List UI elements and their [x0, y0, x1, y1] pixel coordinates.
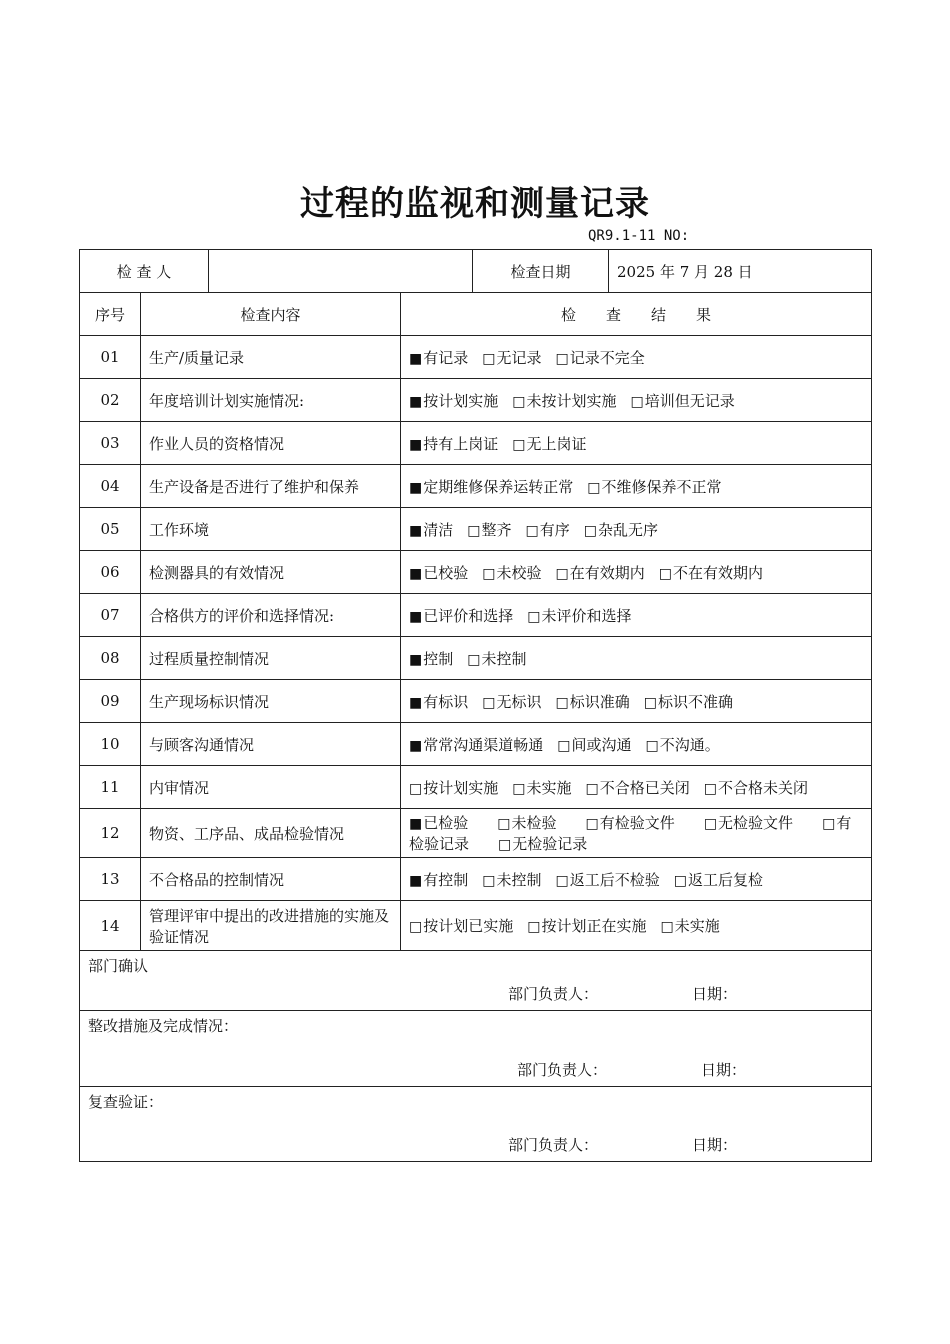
- row-result: [401, 766, 872, 809]
- result-option[interactable]: [409, 869, 468, 890]
- result-option[interactable]: [586, 814, 675, 832]
- unchecked-box-icon[interactable]: □: [557, 737, 571, 754]
- option-label: 常常沟通渠道畅通: [423, 735, 544, 754]
- unchecked-box-icon[interactable]: □: [555, 350, 569, 367]
- result-option[interactable]: [526, 519, 570, 540]
- row-result: [401, 422, 872, 465]
- inspection-form: [79, 249, 872, 1162]
- option-label: 未评价和选择: [541, 606, 632, 625]
- result-option[interactable]: [674, 869, 763, 890]
- result-option[interactable]: [512, 390, 616, 411]
- row-content: 内审情况: [141, 766, 401, 809]
- checked-box-icon[interactable]: ■: [409, 651, 423, 668]
- option-label: 培训但无记录: [644, 391, 735, 410]
- result-option[interactable]: [409, 734, 543, 755]
- unchecked-box-icon[interactable]: □: [512, 780, 526, 797]
- result-option[interactable]: [409, 814, 468, 832]
- col-header-content: 检查内容: [141, 293, 401, 336]
- table-row: [80, 858, 872, 901]
- result-option[interactable]: [512, 433, 586, 454]
- row-content: 作业人员的资格情况: [141, 422, 401, 465]
- option-label: 记录不完全: [569, 348, 645, 367]
- row-result: [401, 594, 872, 637]
- document-title: 过程的监视和测量记录: [300, 184, 650, 224]
- row-content: 合格供方的评价和选择情况:: [141, 594, 401, 637]
- option-label: 已评价和选择: [423, 606, 514, 625]
- result-option[interactable]: [409, 605, 513, 626]
- row-content: 物资、工序品、成品检验情况: [141, 809, 401, 858]
- checked-box-icon[interactable]: ■: [409, 436, 423, 453]
- table-row: [80, 766, 872, 809]
- row-number: 03: [80, 422, 141, 465]
- unchecked-box-icon[interactable]: □: [409, 780, 423, 797]
- option-label: 不合格未关闭: [718, 778, 809, 797]
- table-row: [80, 551, 872, 594]
- result-option[interactable]: [409, 777, 498, 798]
- option-label: 有检验文件: [599, 814, 675, 832]
- row-content: 检测器具的有效情况: [141, 551, 401, 594]
- option-label: 无上岗证: [526, 434, 587, 453]
- unchecked-box-icon[interactable]: □: [498, 837, 512, 853]
- option-label: 有标识: [423, 692, 469, 711]
- row-content: 过程质量控制情况: [141, 637, 401, 680]
- option-label: 不在有效期内: [673, 563, 764, 582]
- row-result: [401, 680, 872, 723]
- unchecked-box-icon[interactable]: □: [643, 694, 657, 711]
- option-label: 有记录: [423, 348, 469, 367]
- row-number: 13: [80, 858, 141, 901]
- unchecked-box-icon[interactable]: □: [555, 565, 569, 582]
- unchecked-box-icon[interactable]: □: [583, 522, 597, 539]
- option-label: 整齐: [481, 520, 512, 539]
- table-row: [80, 637, 872, 680]
- option-label: 间或沟通: [571, 735, 632, 754]
- option-label: 不维修保养不正常: [601, 477, 722, 496]
- row-number: 10: [80, 723, 141, 766]
- dept-confirm-label: 部门确认: [88, 957, 149, 975]
- inspector-field[interactable]: [209, 250, 473, 293]
- col-header-result: 检 查 结 果: [401, 293, 872, 336]
- table-row: [80, 422, 872, 465]
- option-label: 有序: [539, 520, 570, 539]
- unchecked-box-icon[interactable]: □: [630, 393, 644, 410]
- table-row: [80, 465, 872, 508]
- option-label: 无标识: [496, 692, 542, 711]
- rectification-label: 整改措施及完成情况：: [88, 1017, 239, 1035]
- result-option[interactable]: [409, 648, 453, 669]
- result-option[interactable]: [409, 390, 498, 411]
- date-label: 检查日期: [473, 250, 609, 293]
- row-content: 生产现场标识情况: [141, 680, 401, 723]
- row-number: 04: [80, 465, 141, 508]
- result-option[interactable]: [704, 814, 793, 832]
- option-label: 标识准确: [569, 692, 630, 711]
- unchecked-box-icon[interactable]: □: [703, 816, 718, 832]
- result-option[interactable]: [587, 476, 721, 497]
- option-label: 未检验: [511, 814, 557, 832]
- option-label: 按计划实施: [423, 778, 499, 797]
- unchecked-box-icon[interactable]: □: [482, 350, 496, 367]
- result-option[interactable]: [646, 734, 720, 755]
- option-label: 定期维修保养运转正常: [423, 477, 574, 496]
- review-cell[interactable]: [80, 1087, 872, 1162]
- header-row: [80, 250, 872, 293]
- unchecked-box-icon[interactable]: □: [482, 872, 496, 889]
- row-number: 09: [80, 680, 141, 723]
- unchecked-box-icon[interactable]: □: [645, 737, 659, 754]
- dept-confirm-row: [80, 951, 872, 1011]
- table-row: [80, 680, 872, 723]
- rectification-date-label: 日期：: [701, 1061, 747, 1079]
- option-label: 未控制: [496, 870, 542, 889]
- row-content: 管理评审中提出的改进措施的实施及验证情况: [141, 901, 401, 951]
- checked-box-icon[interactable]: ■: [409, 565, 423, 582]
- unchecked-box-icon[interactable]: □: [409, 919, 423, 935]
- unchecked-box-icon[interactable]: □: [482, 694, 496, 711]
- result-option[interactable]: [556, 691, 630, 712]
- option-label: 无检验文件: [718, 814, 794, 832]
- result-option[interactable]: [482, 347, 541, 368]
- result-option[interactable]: [512, 777, 571, 798]
- option-label: 返工后复检: [688, 870, 764, 889]
- checked-box-icon[interactable]: ■: [409, 872, 423, 889]
- unchecked-box-icon[interactable]: □: [467, 651, 481, 668]
- unchecked-box-icon[interactable]: □: [585, 780, 599, 797]
- row-number: 08: [80, 637, 141, 680]
- review-row: [80, 1087, 872, 1162]
- option-label: 不合格已关闭: [599, 778, 690, 797]
- option-label: 清洁: [423, 520, 454, 539]
- result-option[interactable]: [409, 915, 513, 936]
- checked-box-icon[interactable]: ■: [409, 393, 423, 410]
- row-content: 不合格品的控制情况: [141, 858, 401, 901]
- row-number: 02: [80, 379, 141, 422]
- column-header-row: [80, 293, 872, 336]
- result-option[interactable]: [482, 691, 541, 712]
- row-number: 06: [80, 551, 141, 594]
- result-option[interactable]: [409, 519, 453, 540]
- unchecked-box-icon[interactable]: □: [555, 694, 569, 711]
- rectification-row: [80, 1011, 872, 1087]
- table-row: [80, 809, 872, 858]
- row-content: 生产设备是否进行了维护和保养: [141, 465, 401, 508]
- option-label: 按计划已实施: [423, 917, 514, 935]
- row-result: [401, 379, 872, 422]
- unchecked-box-icon[interactable]: □: [482, 565, 496, 582]
- unchecked-box-icon[interactable]: □: [703, 780, 717, 797]
- result-option[interactable]: [704, 777, 808, 798]
- row-result: [401, 551, 872, 594]
- result-option[interactable]: [556, 869, 660, 890]
- row-result: [401, 723, 872, 766]
- unchecked-box-icon[interactable]: □: [673, 872, 687, 889]
- option-label: 有控制: [423, 870, 469, 889]
- option-label: 未实施: [526, 778, 572, 797]
- dept-date-label: 日期：: [692, 985, 738, 1003]
- result-option[interactable]: [557, 734, 631, 755]
- option-label: 无检验记录: [512, 835, 588, 853]
- result-option[interactable]: [467, 519, 511, 540]
- checked-box-icon[interactable]: ■: [409, 479, 423, 496]
- review-label: 复查验证：: [88, 1093, 164, 1111]
- option-label: 已校验: [423, 563, 469, 582]
- option-label: 无记录: [496, 348, 542, 367]
- table-row: [80, 336, 872, 379]
- checked-box-icon[interactable]: ■: [409, 350, 423, 367]
- unchecked-box-icon[interactable]: □: [822, 816, 836, 832]
- result-option[interactable]: [409, 562, 468, 583]
- option-label: 标识不准确: [658, 692, 734, 711]
- row-number: 05: [80, 508, 141, 551]
- unchecked-box-icon[interactable]: □: [660, 919, 674, 935]
- dept-confirm-cell[interactable]: [80, 951, 872, 1011]
- option-label: 未控制: [481, 649, 527, 668]
- row-content: 与顾客沟通情况: [141, 723, 401, 766]
- col-header-no: 序号: [80, 293, 141, 336]
- option-label: 持有上岗证: [423, 434, 499, 453]
- option-label: 不沟通。: [659, 735, 720, 754]
- row-number: 12: [80, 809, 141, 858]
- row-result: [401, 508, 872, 551]
- result-option[interactable]: [498, 835, 587, 853]
- document-number: QR9.1-11 NO:: [588, 228, 690, 244]
- row-number: 14: [80, 901, 141, 951]
- row-number: 11: [80, 766, 141, 809]
- result-option[interactable]: [659, 562, 763, 583]
- option-label: 返工后不检验: [569, 870, 660, 889]
- row-content: 工作环境: [141, 508, 401, 551]
- result-option[interactable]: [586, 777, 690, 798]
- option-label: 控制: [423, 649, 454, 668]
- unchecked-box-icon[interactable]: □: [527, 919, 541, 935]
- rectification-cell[interactable]: [80, 1011, 872, 1087]
- result-option[interactable]: [584, 519, 658, 540]
- result-option[interactable]: [644, 691, 733, 712]
- inspector-label: 检 查 人: [80, 250, 209, 293]
- table-row: [80, 379, 872, 422]
- table-row: [80, 723, 872, 766]
- result-option[interactable]: [661, 915, 720, 936]
- row-content: 生产/质量记录: [141, 336, 401, 379]
- checked-box-icon[interactable]: ■: [409, 816, 423, 832]
- row-result: [401, 901, 872, 951]
- checked-box-icon[interactable]: ■: [409, 737, 423, 754]
- option-label: 有检验记录: [409, 814, 852, 853]
- result-option[interactable]: [556, 562, 645, 583]
- result-option[interactable]: [527, 915, 646, 936]
- date-field[interactable]: 2025 年 7 月 28 日: [609, 250, 872, 293]
- dept-head-label: 部门负责人：: [508, 985, 599, 1003]
- rectification-head-label: 部门负责人：: [517, 1061, 608, 1079]
- unchecked-box-icon[interactable]: □: [587, 479, 601, 496]
- option-label: 在有效期内: [569, 563, 645, 582]
- unchecked-box-icon[interactable]: □: [555, 872, 569, 889]
- result-option[interactable]: [409, 433, 498, 454]
- row-result: [401, 637, 872, 680]
- unchecked-box-icon[interactable]: □: [512, 393, 526, 410]
- option-label: 按计划正在实施: [541, 917, 647, 935]
- result-option[interactable]: [409, 476, 573, 497]
- row-result: [401, 465, 872, 508]
- review-date-label: 日期：: [692, 1136, 738, 1154]
- option-label: 按计划实施: [423, 391, 499, 410]
- review-head-label: 部门负责人：: [508, 1136, 599, 1154]
- result-option[interactable]: [556, 347, 645, 368]
- table-row: [80, 508, 872, 551]
- unchecked-box-icon[interactable]: □: [525, 522, 539, 539]
- unchecked-box-icon[interactable]: □: [527, 608, 541, 625]
- table-row: [80, 594, 872, 637]
- row-result: [401, 336, 872, 379]
- unchecked-box-icon[interactable]: □: [585, 816, 599, 832]
- result-option[interactable]: [527, 605, 631, 626]
- result-option[interactable]: [409, 347, 468, 368]
- table-row: [80, 901, 872, 951]
- row-number: 01: [80, 336, 141, 379]
- unchecked-box-icon[interactable]: □: [658, 565, 672, 582]
- checked-box-icon[interactable]: ■: [409, 608, 423, 625]
- result-option[interactable]: [467, 648, 526, 669]
- option-label: 未按计划实施: [526, 391, 617, 410]
- row-result: [401, 809, 872, 858]
- option-label: 杂乱无序: [598, 520, 659, 539]
- checked-box-icon[interactable]: ■: [409, 694, 423, 711]
- option-label: 未校验: [496, 563, 542, 582]
- row-content: 年度培训计划实施情况:: [141, 379, 401, 422]
- unchecked-box-icon[interactable]: □: [512, 436, 526, 453]
- result-option[interactable]: [497, 814, 556, 832]
- unchecked-box-icon[interactable]: □: [497, 816, 511, 832]
- option-label: 已检验: [423, 814, 469, 832]
- option-label: 未实施: [674, 917, 720, 935]
- row-number: 07: [80, 594, 141, 637]
- result-option[interactable]: [482, 562, 541, 583]
- result-option[interactable]: [482, 869, 541, 890]
- result-option[interactable]: [631, 390, 735, 411]
- unchecked-box-icon[interactable]: □: [467, 522, 481, 539]
- result-option[interactable]: [409, 691, 468, 712]
- checked-box-icon[interactable]: ■: [409, 522, 423, 539]
- row-result: [401, 858, 872, 901]
